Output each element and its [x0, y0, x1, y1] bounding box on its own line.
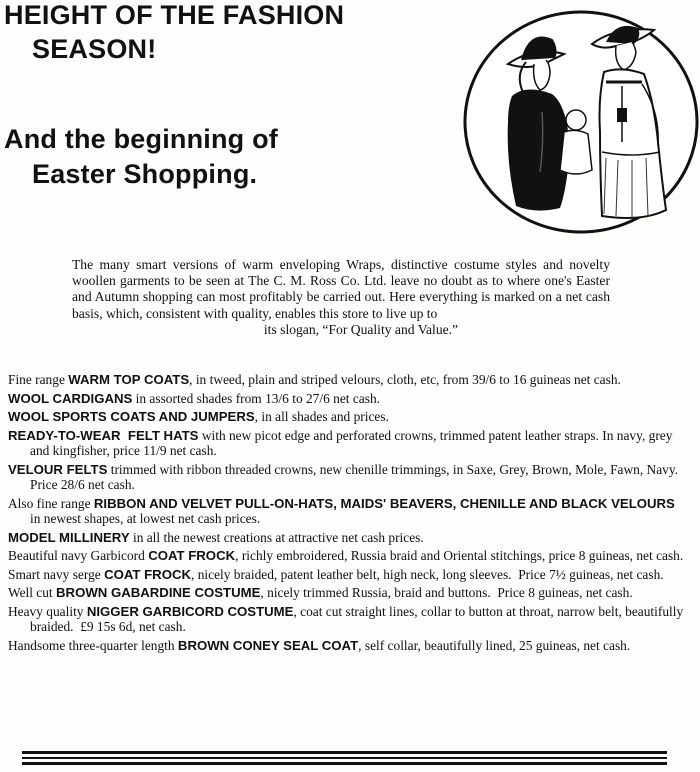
- product-item: [8, 462, 688, 493]
- item-text-post: , in tweed, plain and striped velours, cloth, etc, from 39/6 to 16 guineas net cash.: [189, 372, 621, 387]
- item-text-post: in all the newest creations at attractive net cash prices.: [129, 529, 424, 545]
- product-item: [8, 530, 688, 546]
- product-item: [8, 604, 688, 635]
- item-text-post: trimmed with ribbon threaded crowns, new chenille trimmings, in Saxe, Grey, Brown, Mole, Fawn, Navy. Price 28/6 net cash.: [30, 461, 685, 492]
- item-highlight: MODEL MILLINERY: [8, 529, 130, 545]
- item-highlight: BROWN CONEY SEAL COAT: [177, 637, 359, 653]
- item-highlight: RIBBON AND VELVET PULL-ON-HATS, MAIDS' BEAVERS, CHENILLE AND BLACK VELOURS: [93, 495, 675, 511]
- item-highlight: COAT FROCK: [104, 566, 192, 582]
- item-text-pre: Fine range: [8, 372, 69, 387]
- item-highlight: WOOL SPORTS COATS AND JUMPERS: [8, 409, 255, 424]
- headline-beginning-of: And the beginning of: [4, 124, 278, 154]
- item-highlight: WARM TOP COATS: [68, 372, 190, 387]
- product-list: [8, 372, 688, 656]
- item-text-post: , nicely braided, patent leather belt, high neck, long sleeves. Price 7½ guineas, net cash.: [191, 566, 664, 582]
- product-item: [8, 428, 688, 459]
- item-text-post: , coat cut straight lines, collar to button at throat, narrow belt, beautifully braided. £9 15s 6d, net cash.: [30, 603, 687, 634]
- item-text-post: with new picot edge and perforated crowns, trimmed patent leather straps. In navy, grey and kingfisher, price 11/9 net cash.: [30, 427, 676, 458]
- intro-body: The many smart versions of warm enveloping Wraps, distinctive costume styles and novelty woollen garments to be seen at The C. M. Ross Co. Ltd. leave no doubt as to where one's Easter and Autumn shopping can most profitably be carried out. Here everything is marked on a net cash basis, which, consistent with quality, enables this store to live up to: [72, 257, 610, 321]
- item-highlight: READY-TO-WEAR FELT HATS: [8, 427, 199, 443]
- item-text-pre: Well cut: [8, 585, 57, 600]
- product-item: [8, 391, 688, 407]
- item-text-post: , self collar, beautifully lined, 25 guineas, net cash.: [358, 637, 631, 653]
- item-highlight: VELOUR FELTS: [8, 461, 108, 477]
- product-item: [8, 548, 688, 564]
- item-text-post: , in all shades and prices.: [254, 409, 389, 424]
- item-text-post: , nicely trimmed Russia, braid and buttons. Price 8 guineas, net cash.: [260, 585, 633, 600]
- bottom-rule: [22, 762, 667, 765]
- intro-paragraph: [72, 257, 610, 338]
- item-text-pre: Heavy quality: [8, 603, 87, 619]
- product-item: [8, 638, 688, 654]
- item-text-pre: Smart navy serge: [8, 566, 105, 582]
- headline-height-of-fashion: HEIGHT OF THE FASHION: [4, 0, 345, 30]
- item-text-pre: Handsome three-quarter length: [8, 637, 178, 653]
- item-highlight: COAT FROCK: [148, 548, 236, 563]
- two-ladies-in-hats-icon: [456, 2, 700, 234]
- product-item: [8, 409, 688, 425]
- item-highlight: BROWN GABARDINE COSTUME: [56, 585, 261, 600]
- item-text-pre: Beautiful navy Garbicord: [8, 548, 149, 563]
- headline-season: SEASON!: [32, 34, 157, 64]
- bottom-rule: [22, 751, 667, 754]
- product-item: [8, 496, 688, 527]
- item-text-post: in assorted shades from 13/6 to 27/6 net cash.: [132, 390, 380, 406]
- item-highlight: WOOL CARDIGANS: [8, 390, 133, 406]
- item-text-post: , richly embroidered, Russia braid and Oriental stitchings, price 8 guineas, net cash.: [235, 548, 684, 563]
- item-text-post: in newest shapes, at lowest net cash prices.: [30, 495, 679, 526]
- product-item: [8, 372, 688, 388]
- bottom-rule: [22, 757, 667, 759]
- item-highlight: NIGGER GARBICORD COSTUME: [86, 603, 294, 619]
- product-item: [8, 567, 688, 583]
- headline-easter-shopping: Easter Shopping.: [32, 159, 258, 189]
- intro-slogan-line: its slogan, “For Quality and Value.”: [263, 321, 459, 337]
- product-item: [8, 585, 688, 601]
- item-text-pre: Also fine range: [8, 495, 94, 511]
